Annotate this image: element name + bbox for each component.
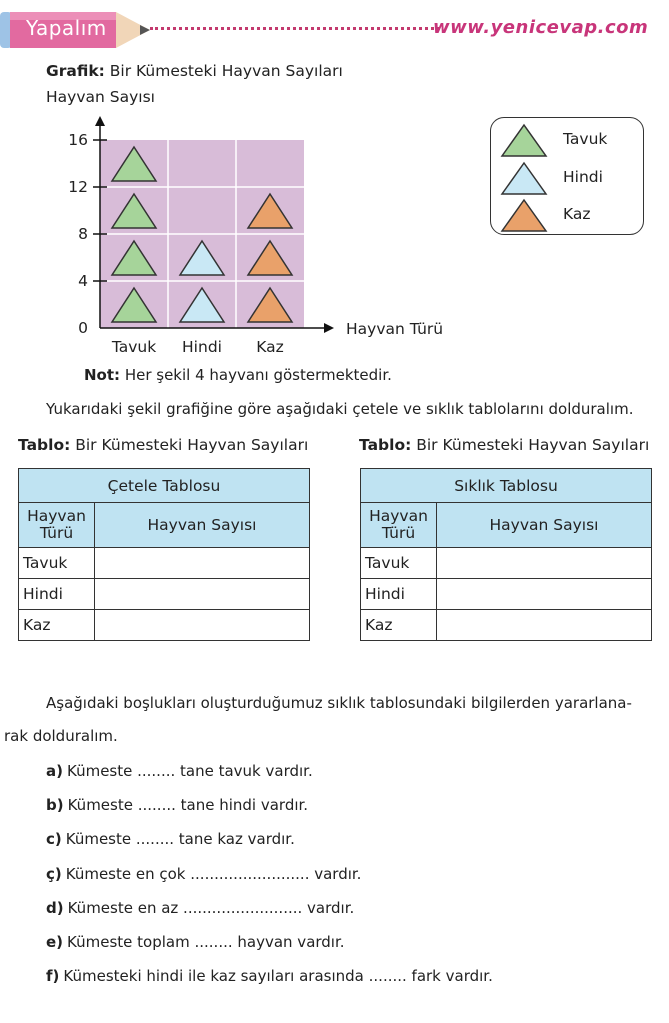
orange-triangle-icon [499, 197, 549, 233]
y-tick-label: 8 [78, 225, 88, 243]
table-title-siklik: Tablo: Bir Kümesteki Hayvan Sayıları [359, 436, 650, 454]
answer-cell[interactable] [437, 579, 652, 610]
header-divider [150, 27, 440, 30]
instruction-text: Yukarıdaki şekil grafiğine göre aşağıdaki çetele ve sıklık tablolarını dolduralım. [46, 400, 634, 418]
question-cc: ç) Kümeste en çok ......................... vardır. [46, 865, 362, 883]
chart-title: Grafik: Bir Kümesteki Hayvan Sayıları [46, 62, 343, 80]
row-label: Tavuk [19, 548, 95, 579]
column-header-type: Hayvan Türü [19, 503, 95, 548]
chart-note: Not: Her şekil 4 hayvanı göstermektedir. [84, 366, 392, 384]
y-axis-label: Hayvan Sayısı [46, 88, 155, 106]
question-f: f) Kümesteki hindi ile kaz sayıları arasında ........ fark vardır. [46, 967, 493, 985]
cetele-table [18, 468, 310, 641]
column-header-count: Hayvan Sayısı [95, 503, 310, 548]
category-label: Hindi [182, 338, 222, 356]
x-axis-arrow-icon [324, 323, 334, 333]
table-caption: Sıklık Tablosu [361, 469, 652, 503]
answer-cell[interactable] [95, 548, 310, 579]
question-b: b) Kümeste ........ tane hindi vardır. [46, 796, 309, 814]
answer-cell[interactable] [95, 579, 310, 610]
row-label: Kaz [361, 610, 437, 641]
legend-item-tavuk: Tavuk [499, 120, 639, 158]
chart-legend [490, 117, 644, 235]
y-tick-label: 16 [68, 131, 88, 149]
category-label: Kaz [256, 338, 284, 356]
answer-cell[interactable] [95, 610, 310, 641]
row-label: Hindi [19, 579, 95, 610]
paragraph-line-1: Aşağıdaki boşlukları oluşturduğumuz sıklık tablosundaki bilgilerden yararlana- [46, 694, 632, 712]
y-axis-arrow-icon [95, 116, 105, 126]
section-label: Yapalım [26, 16, 107, 40]
question-d: d) Kümeste en az ......................... vardır. [46, 899, 355, 917]
y-tick-label: 12 [68, 178, 88, 196]
answer-cell[interactable] [437, 610, 652, 641]
table-title-cetele: Tablo: Bir Kümesteki Hayvan Sayıları [18, 436, 309, 454]
blue-triangle-icon [499, 160, 549, 196]
column-header-count: Hayvan Sayısı [437, 503, 652, 548]
paragraph-line-2: rak dolduralım. [4, 727, 118, 745]
row-label: Kaz [19, 610, 95, 641]
row-label: Tavuk [361, 548, 437, 579]
green-triangle-icon [499, 122, 549, 158]
row-label: Hindi [361, 579, 437, 610]
question-e: e) Kümeste toplam ........ hayvan vardır. [46, 933, 345, 951]
pictograph-chart [0, 95, 470, 360]
question-a: a) Kümeste ........ tane tavuk vardır. [46, 762, 313, 780]
y-tick-label: 0 [78, 319, 88, 337]
site-logo: www.yenicevap.com [433, 17, 649, 38]
siklik-table [360, 468, 652, 641]
category-label: Tavuk [111, 338, 157, 356]
question-c: c) Kümeste ........ tane kaz vardır. [46, 830, 295, 848]
legend-item-kaz: Kaz [499, 195, 639, 233]
answer-cell[interactable] [437, 548, 652, 579]
y-tick-label: 4 [78, 272, 88, 290]
table-caption: Çetele Tablosu [19, 469, 310, 503]
x-axis-label: Hayvan Türü [346, 320, 444, 338]
legend-item-hindi: Hindi [499, 158, 639, 196]
column-header-type: Hayvan Türü [361, 503, 437, 548]
